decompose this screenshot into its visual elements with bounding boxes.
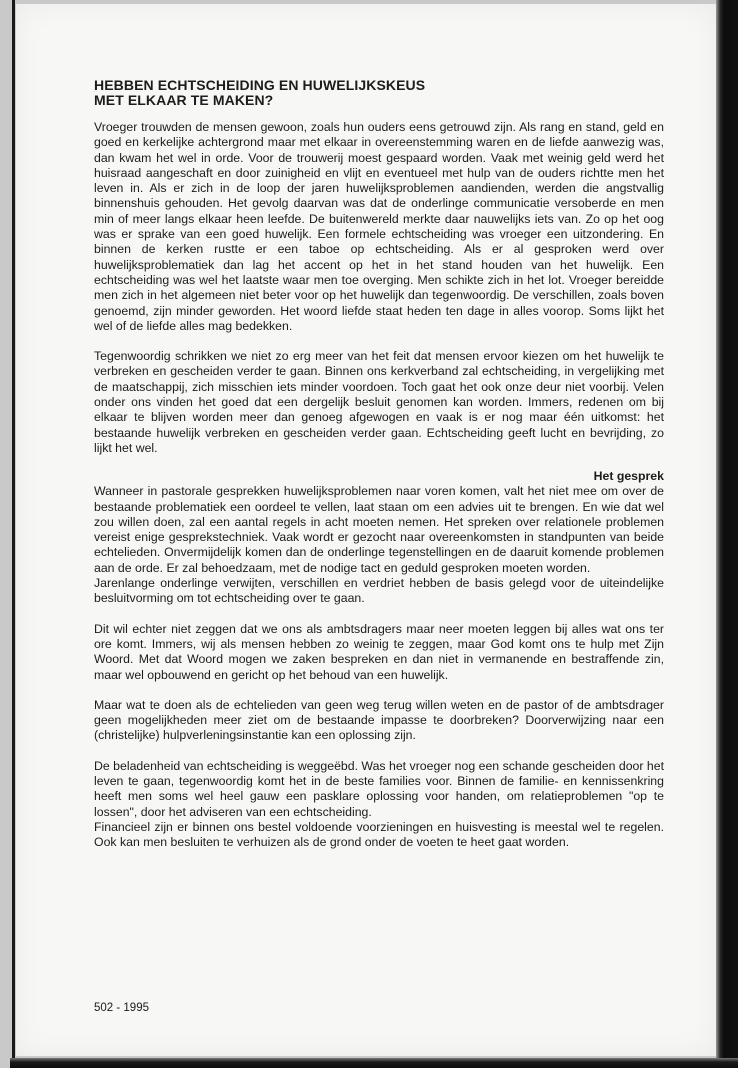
article-body <box>94 78 664 850</box>
scan-edge-bottom <box>10 1058 738 1068</box>
paragraph: Tegenwoordig schrikken we niet zo erg meer van het feit dat mensen ervoor kiezen om het huwelijk te verbreken en gescheiden verder te gaan. Binnen ons kerkverband zal echtscheiding, in vergelijking met de maatschappij, zich misschien iets minder voordoen. Toch gaat het ook onze deur niet voorbij. Velen onder ons vinden het goed dat een dergelijk besluit genomen kan worden. Immers, redenen om bij elkaar te blijven worden meer dan genoeg afgewogen en vaak is er nog maar één uitkomst: het bestaande huwelijk verbreken en gescheiden verder gaan. Echtscheiding geeft lucht en bevrijding, zo lijkt het wel. <box>94 349 664 455</box>
paragraph: Jarenlange onderlinge verwijten, verschillen en verdriet hebben de basis gelegd voor de uiteindelijke besluitvorming om tot echtscheiding over te gaan. <box>94 576 664 606</box>
title-line-1: HEBBEN ECHTSCHEIDING EN HUWELIJKSKEUS <box>94 77 426 93</box>
document-page <box>16 4 716 1056</box>
paragraph: Maar wat te doen als de echtelieden van geen weg terug willen weten en de pastor of de ambtsdrager geen mogelijkheden meer ziet om de bestaande impasse te doorbreken? Doorverwijzing naar een (christelijke) hulpverleningsinstantie kan een oplossing zijn. <box>94 697 664 743</box>
scan-edge-right <box>716 0 738 1068</box>
paragraph: Wanneer in pastorale gesprekken huwelijksproblemen naar voren komen, valt het niet mee om over de bestaande problematiek een oordeel te vellen, laat staan om een advies uit te brengen. En wie dat wel zou willen doen, zal een aantal regels in acht moeten nemen. Het spreken over relationele problemen vereist enige gesprekstechniek. Vaak wordt er gezocht naar overeenkomsten in standpunten van beide echtelieden. Onvermijdelijk komen dan de onderlinge tegenstellingen en de daaruit komende problemen aan de orde. Er zal behoedzaam, met de nodige tact en geduld gesproken moeten worden. <box>94 484 664 575</box>
paragraph: Vroeger trouwden de mensen gewoon, zoals hun ouders eens getrouwd zijn. Als rang en stand, geld en goed en kerkelijke achtergrond maar met elkaar in overeenstemming waren en de liefde aanwezig was, dan kwam het wel in orde. Voor de trouwerij moest gespaard worden. Vaak met weinig geld werd het huisraad aangeschaft en door zuinigheid en vlijt en eventueel met hulp van de ouders richtte men het leven in. Als er zich in de loop der jaren huwelijksproblemen aandienden, werden die angstvallig binnenshuis gehouden. Het gevolg daarvan was dat de onderlinge communicatie versoberde en men min of meer langs elkaar heen leefde. De buitenwereld merkte daar nauwelijks iets van. Zo op het oog was er sprake van een goed huwelijk. Een formele echtscheiding was vroeger een uitzondering. En binnen de kerken rustte er een taboe op echtscheiding. Als er al gesproken werd over huwelijksproblematiek dan lag het accent op het in het stand houden van het huwelijk. Een echtscheiding was wel het laatste waar men toe overging. Men schikte zich in het lot. Vroeger bereidde men zich in het algemeen niet beter voor op het huwelijk dan tegenwoordig. De verschillen, zoals boven genoemd, zijn minder geworden. Het woord liefde staat heden ten dage in alles voorop. Soms lijkt het wel of de liefde alles mag bedekken. <box>94 120 664 333</box>
paragraph: Financieel zijn er binnen ons bestel voldoende voorzieningen en huisvesting is meestal wel te regelen. Ook kan men besluiten te verhuizen als de grond onder de voeten te heet gaat worden. <box>94 819 664 850</box>
page-footer: 502 - 1995 <box>94 1002 149 1014</box>
title-line-2: MET ELKAAR TE MAKEN? <box>94 92 274 108</box>
paragraph: De beladenheid van echtscheiding is weggeëbd. Was het vroeger nog een schande gescheiden door het leven te gaan, tegenwoordig komt het in de beste families voor. Binnen de familie- en kennissenkring heeft men soms wel heel gauw een pasklare oplossing voor handen, om relatieproblemen "op te lossen", door het adviseren van een echtscheiding. <box>94 758 664 819</box>
section-heading: Het gesprek <box>593 469 664 484</box>
article-title <box>94 78 664 108</box>
scan-edge-left <box>12 0 15 1068</box>
paragraph: Dit wil echter niet zeggen dat we ons als ambtsdragers maar neer moeten leggen bij alles wat ons ter ore komt. Immers, wij als mensen hebben zo weinig te zeggen, maar God komt ons te hulp met Zijn Woord. Met dat Woord mogen we zaken bespreken en dan niet in vermanende en bestraffende zin, maar wel opbouwend en gericht op het behoud van een huwelijk. <box>94 621 664 682</box>
